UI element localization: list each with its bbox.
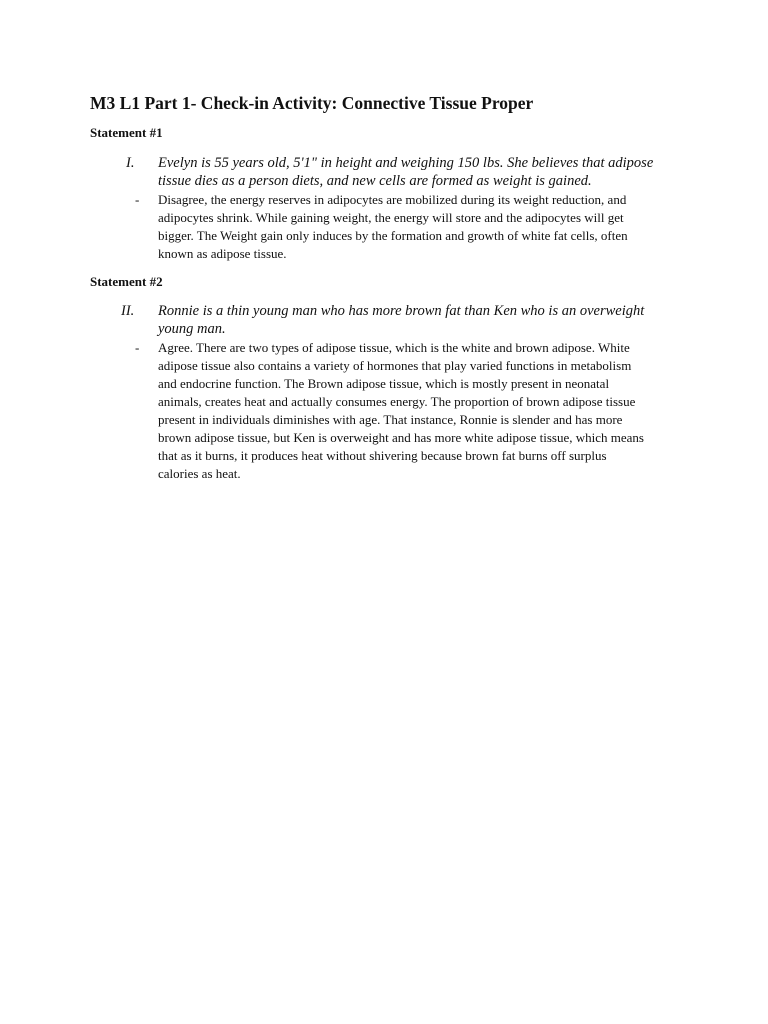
statement-1-heading: Statement #1 [90, 125, 163, 140]
statement-1-bullet: - [135, 192, 140, 207]
statement-1-answer [158, 191, 688, 263]
statement-1-text-line: Evelyn is 55 years old, 5'1" in height and weighing 150 lbs. She believes that adipose [158, 155, 654, 171]
statement-2-answer-line: Agree. There are two types of adipose tissue, which is the white and brown adipose. White [158, 340, 630, 355]
statement-2-text-line: young man. [158, 321, 226, 337]
statement-2-answer-line: adipose tissue also contains a variety of hormones that play varied functions in metabolism [158, 358, 632, 373]
statement-2-numeral: II. [121, 303, 135, 319]
statement-2-text [158, 302, 688, 338]
statement-1-answer-line: bigger. The Weight gain only induces by the formation and growth of white fat cells, often [158, 228, 628, 243]
statement-2-answer-line: brown adipose tissue, but Ken is overweight and has more white adipose tissue, which means [158, 430, 644, 445]
statement-2-answer-line: calories as heat. [158, 466, 241, 481]
statement-2-answer-line: animals, creates heat and actually consumes energy. The proportion of brown adipose tissue [158, 394, 636, 409]
statement-2-answer-line: and endocrine function. The Brown adipose tissue, which is mostly present in neonatal [158, 376, 610, 391]
statement-1-answer-line: known as adipose tissue. [158, 246, 287, 261]
statement-1-answer-line: Disagree, the energy reserves in adipocytes are mobilized during its weight reduction, and [158, 192, 627, 207]
statement-2-answer [158, 339, 688, 483]
document-title: M3 L1 Part 1- Check-in Activity: Connective Tissue Proper [90, 93, 534, 113]
statement-1-answer-line: adipocytes shrink. While gaining weight, the energy will store and the adipocytes will get [158, 210, 624, 225]
statement-2-bullet: - [135, 340, 140, 355]
statement-2-text-line: Ronnie is a thin young man who has more brown fat than Ken who is an overweight [158, 303, 645, 319]
statement-2-heading: Statement #2 [90, 274, 163, 289]
statement-1-numeral: I. [126, 155, 135, 171]
statement-2-answer-line: that as it burns, it produces heat without shivering because brown fat burns off surplus [158, 448, 607, 463]
statement-1-text [158, 154, 688, 190]
statement-2-answer-line: present in individuals diminishes with age. That instance, Ronnie is slender and has more [158, 412, 623, 427]
statement-1-text-line: tissue dies as a person diets, and new cells are formed as weight is gained. [158, 173, 592, 189]
